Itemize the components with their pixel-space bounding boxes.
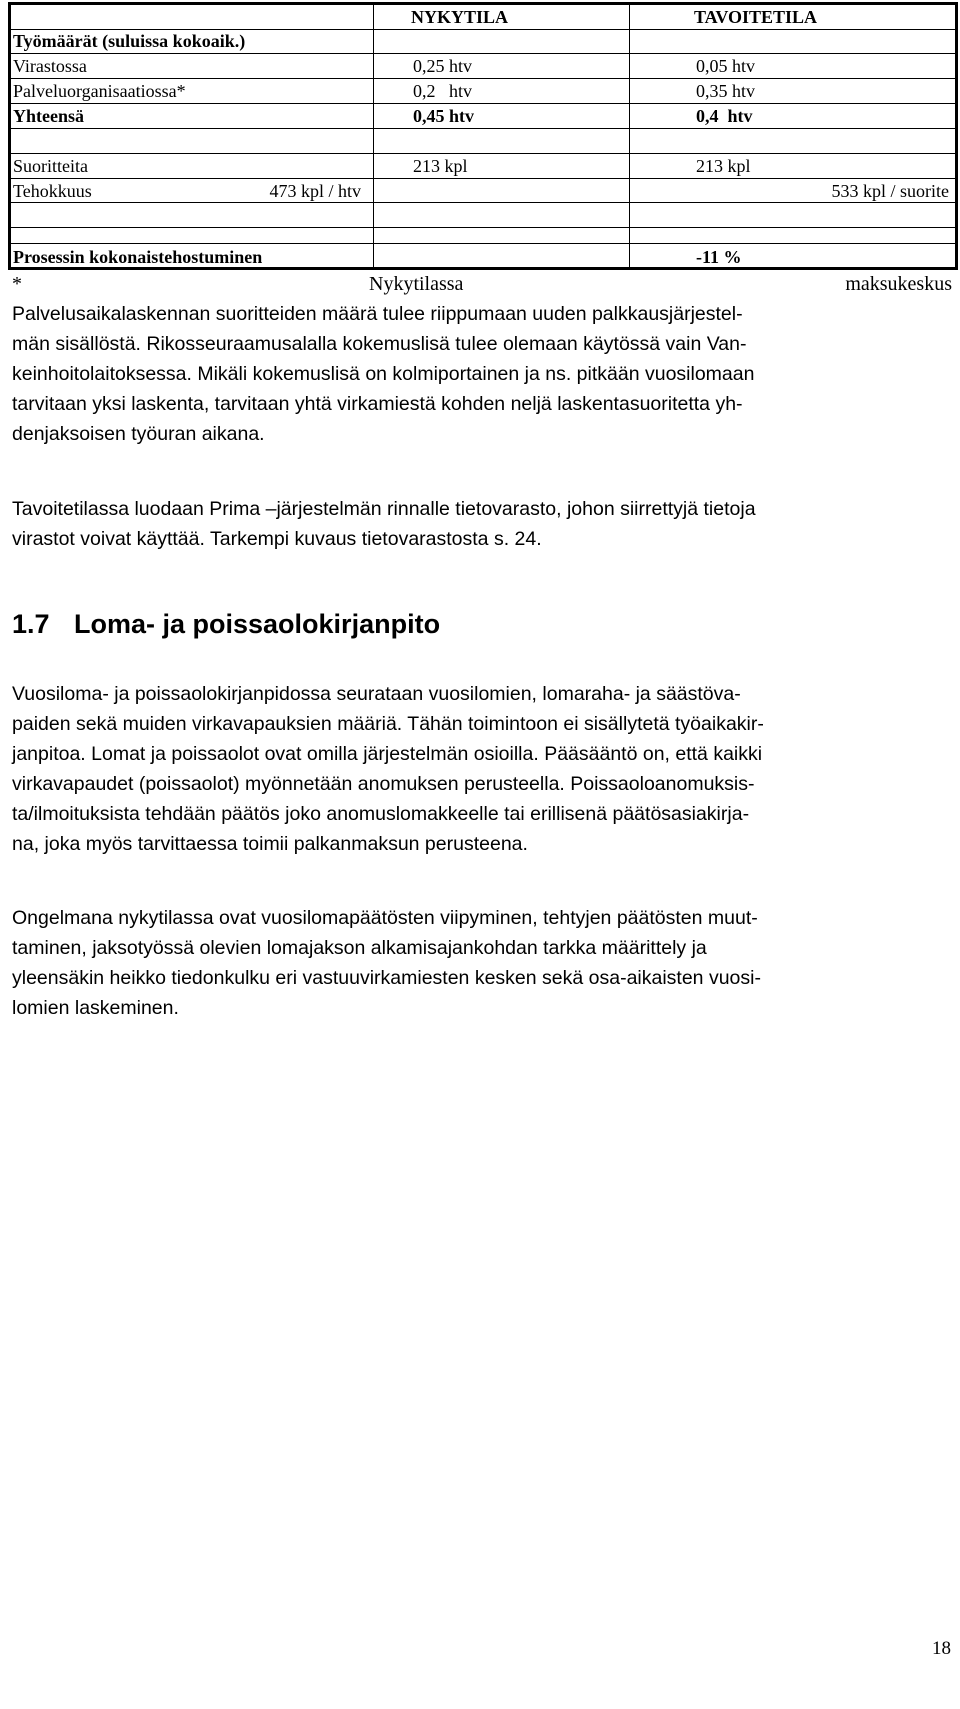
text-line: keinhoitolaitoksessa. Mikäli kokemuslisä on kolmiportainen ja ns. pitkään vuosilomaan — [12, 363, 755, 385]
cell-agency-current: 0,25 htv — [413, 56, 473, 76]
row-divider — [11, 243, 955, 244]
page-number: 18 — [932, 1638, 951, 1659]
header-current-state: NYKYTILA — [411, 7, 509, 27]
section-heading — [12, 609, 440, 640]
row-divider — [11, 103, 955, 104]
section-number: 1.7 — [12, 609, 50, 639]
paragraph-problems — [12, 903, 924, 1023]
text-line: paiden sekä muiden virkavapauksien määriä. Tähän toimintoon ei sisällytetä työaikakir- — [12, 713, 764, 735]
text-line: Vuosiloma- ja poissaolokirjanpidossa seurataan vuosilomien, lomaraha- ja säästöva- — [12, 683, 741, 705]
row-divider — [11, 78, 955, 79]
text-line: tarvitaan yksi laskenta, tarvitaan yhtä virkamiestä kohden neljä laskentasuoritetta yh- — [12, 393, 743, 415]
text-line: denjaksoisen työuran aikana. — [12, 423, 265, 445]
cell-service-org-target: 0,35 htv — [696, 81, 756, 101]
row-label-agency: Virastossa — [13, 56, 87, 76]
row-label-workload: Työmäärät (suluissa kokoaik.) — [13, 31, 246, 51]
row-label-total-improvement: Prosessin kokonaistehostuminen — [13, 247, 263, 267]
row-divider — [11, 53, 955, 54]
cell-outputs-target: 213 kpl — [696, 156, 751, 176]
row-label-total: Yhteensä — [13, 106, 84, 126]
row-label-outputs: Suoritteita — [13, 156, 88, 176]
text-line: Palvelusaikalaskennan suoritteiden määrä tulee riippumaan uuden palkkausjärjestel- — [12, 303, 743, 325]
text-line: ta/ilmoituksista tehdään päätös joko anomuslomakkeelle tai erillisenä päätösasiakirja- — [12, 803, 750, 825]
cell-total-current: 0,45 htv — [413, 106, 475, 126]
footnote-payment-center: maksukeskus — [845, 273, 952, 295]
text-line: yleensäkin heikko tiedonkulku eri vastuuvirkamiesten kesken sekä osa-aikaisten vuosi- — [12, 967, 761, 989]
cell-efficiency-target: 533 kpl / suorite — [831, 181, 949, 201]
cell-total-improvement: -11 % — [696, 247, 742, 267]
cell-service-org-current: 0,2 htv — [413, 81, 473, 101]
cell-efficiency-current: 473 kpl / htv — [269, 181, 361, 201]
row-divider — [11, 202, 955, 203]
text-line: virastot voivat käyttää. Tarkempi kuvaus tietovarastosta s. 24. — [12, 528, 542, 550]
row-divider — [11, 227, 955, 228]
text-line: Ongelmana nykytilassa ovat vuosilomapäätösten viipyminen, tehtyjen päätösten muut- — [12, 907, 758, 929]
paragraph-leave-bookkeeping — [12, 679, 924, 859]
cell-agency-target: 0,05 htv — [696, 56, 756, 76]
header-target-state: TAVOITETILA — [694, 7, 818, 27]
row-label-service-org: Palveluorganisaatiossa* — [13, 81, 186, 101]
text-line: lomien laskeminen. — [12, 997, 179, 1019]
row-divider — [11, 128, 955, 129]
row-divider — [11, 178, 955, 179]
text-line: na, joka myös tarvittaessa toimii palkanmaksun perusteena. — [12, 833, 528, 855]
row-divider — [11, 153, 955, 154]
text-line: taminen, jaksotyössä olevien lomajakson alkamisajankohdan tarkka määrittely ja — [12, 937, 707, 959]
cell-outputs-current: 213 kpl — [413, 156, 468, 176]
footnote-star: * — [12, 273, 22, 295]
text-line: janpitoa. Lomat ja poissaolot ovat omilla järjestelmän osioilla. Pääsääntö on, että kaikki — [12, 743, 763, 765]
row-label-efficiency: Tehokkuus — [13, 181, 92, 201]
paragraph-service-time — [12, 299, 924, 449]
text-line: Tavoitetilassa luodaan Prima –järjestelmän rinnalle tietovarasto, johon siirrettyjä tietoja — [12, 498, 756, 520]
cell-total-target: 0,4 htv — [696, 106, 753, 126]
footnote-current-state: Nykytilassa — [369, 273, 464, 295]
work-effort-table — [8, 2, 958, 270]
text-line: virkavapaudet (poissaolot) myönnetään anomuksen perusteella. Poissaoloanomuksis- — [12, 773, 755, 795]
text-line: män sisällöstä. Rikosseuraamusalalla kokemuslisä tulee olemaan käytössä vain Van- — [12, 333, 747, 355]
section-title: Loma- ja poissaolokirjanpito — [74, 609, 441, 639]
paragraph-data-warehouse — [12, 494, 924, 554]
